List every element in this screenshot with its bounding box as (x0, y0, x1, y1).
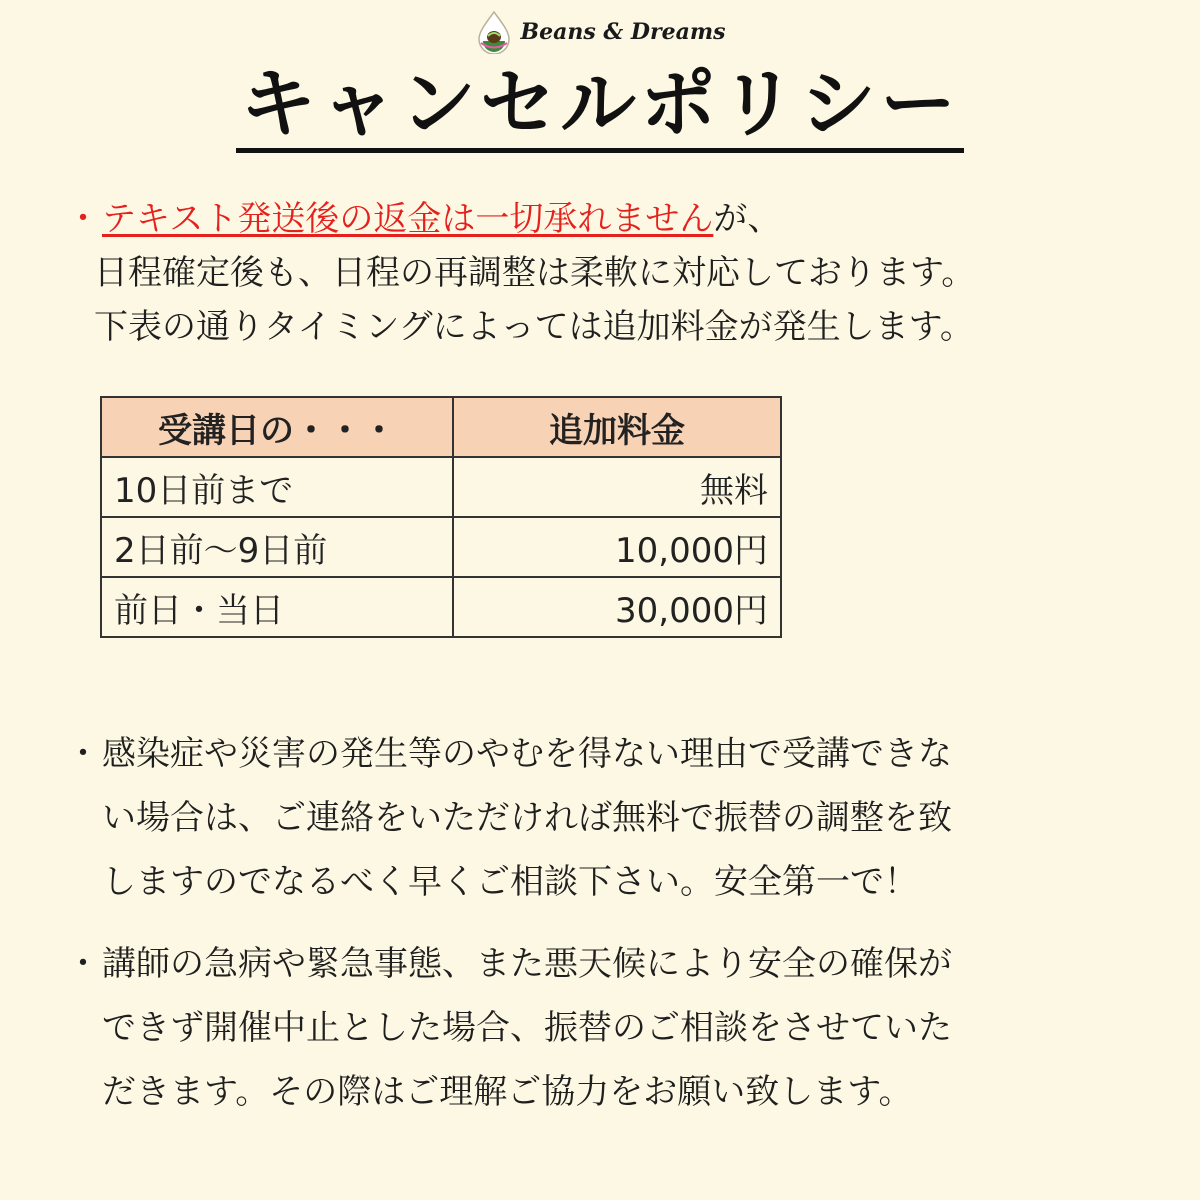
cancellation-policy (66, 932, 1166, 1124)
brand-name: Beans & Dreams (520, 19, 726, 45)
policy-line: 感染症や災害の発生等のやむを得ない理由で受講できな (102, 734, 952, 774)
page-title: キャンセルポリシー (236, 62, 964, 153)
fee-table (100, 396, 782, 638)
refund-notice-body (94, 192, 1166, 354)
notice-line-1 (102, 192, 1166, 246)
policy-line: できず開催中止とした場合、振替のご相談をさせていた (102, 1008, 952, 1048)
brand (0, 10, 1200, 54)
fee-cell: 10,000円 (453, 517, 781, 577)
header-timing: 受講日の・・・ (101, 397, 453, 457)
drop-bean-logo-icon (475, 10, 513, 54)
notice-line-2: 日程確定後も、日程の再調整は柔軟に対応しております。 (94, 253, 976, 293)
timing-cell: 前日・当日 (101, 577, 453, 637)
policy-line: い場合は、ご連絡をいただければ無料で振替の調整を致 (102, 798, 952, 838)
disaster-policy (66, 722, 1166, 914)
fee-cell: 30,000円 (453, 577, 781, 637)
fee-cell: 無料 (453, 457, 781, 517)
bullet-dot: ・ (66, 734, 100, 774)
bullet-dot: ・ (66, 199, 100, 239)
table-row (101, 577, 781, 637)
notice-line-3: 下表の通りタイミングによっては追加料金が発生します。 (94, 307, 974, 347)
timing-cell: 2日前〜9日前 (101, 517, 453, 577)
policy-line: だきます。その際はご理解ご協力をお願い致します。 (102, 1072, 913, 1112)
title-wrap (0, 59, 1200, 153)
timing-cell: 10日前まで (101, 457, 453, 517)
table-row (101, 457, 781, 517)
header-fee: 追加料金 (453, 397, 781, 457)
fee-table-header (101, 397, 781, 457)
policy-line: 講師の急病や緊急事態、また悪天候により安全の確保が (102, 944, 952, 984)
table-row (101, 517, 781, 577)
bullet-dot: ・ (66, 944, 100, 984)
no-refund-highlight: テキスト発送後の返金は一切承れません (102, 199, 714, 239)
refund-notice (66, 192, 1166, 354)
disaster-policy-body (102, 722, 1166, 914)
cancellation-policy-body (102, 932, 1166, 1124)
notice-suffix: が、 (713, 199, 782, 239)
policy-line: しますのでなるべく早くご相談下さい。安全第一で！ (102, 862, 918, 902)
